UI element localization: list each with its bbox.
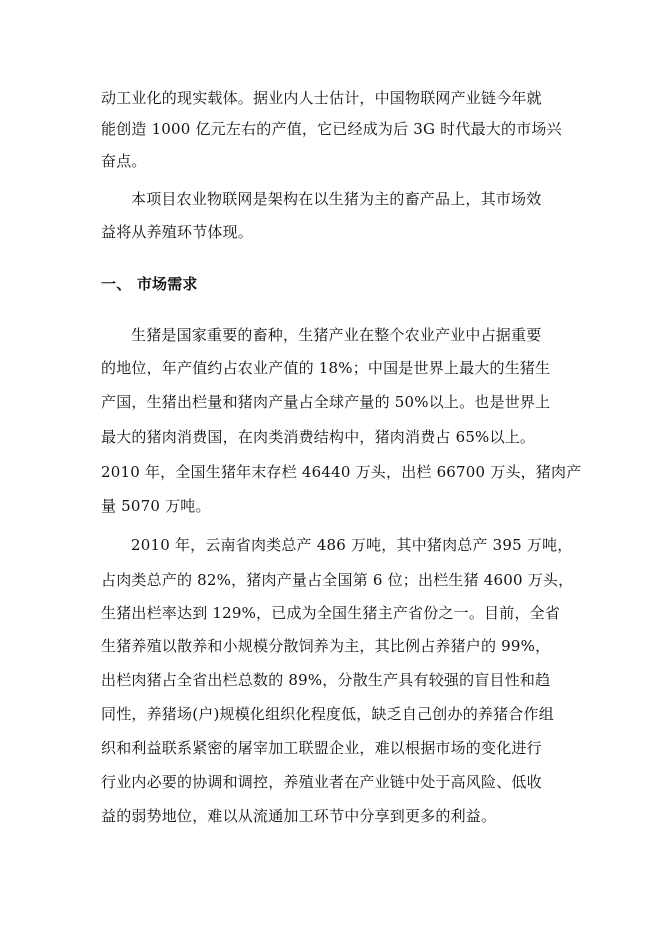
text-line: 量 5070 万吨。	[101, 497, 211, 515]
text-line: 的地位，年产值约占农业产值的 18%；中国是世界上最大的生猪生	[101, 359, 551, 377]
text-line: 产国，生猪出栏量和猪肉产量占全球产量的 50%以上。也是世界上	[101, 393, 551, 411]
text-line: 占肉类总产的 82%，猪肉产量占全国第 6 位；出栏生猪 4600 万头，	[101, 571, 574, 589]
text-line: 益的弱势地位，难以从流通加工环节中分享到更多的利益。	[101, 807, 497, 825]
text-line: 2010 年，全国生猪年末存栏 46440 万头，出栏 66700 万头，猪肉产	[101, 463, 582, 481]
text-line: 奋点。	[101, 152, 147, 170]
text-line: 最大的猪肉消费国，在肉类消费结构中，猪肉消费占 65%以上。	[101, 428, 536, 446]
text-line: 出栏肉猪占全省出栏总数的 89%，分散生产具有较强的盲目性和趋	[101, 671, 551, 689]
text-line: 生猪出栏率达到 129%，已成为全国生猪主产省份之一。目前，全省	[101, 604, 561, 622]
text-line: 行业内必要的协调和调控，养殖业者在产业链中处于高风险、低收	[101, 773, 542, 791]
text-line: 2010 年，云南省肉类总产 486 万吨，其中猪肉总产 395 万吨，	[131, 536, 573, 554]
section-heading: 一、 市场需求	[101, 275, 198, 293]
text-line: 本项目农业物联网是架构在以生猪为主的畜产品上，其市场效	[131, 190, 542, 208]
text-line: 生猪养殖以散养和小规模分散饲养为主，其比例占养猪户的 99%，	[101, 637, 551, 655]
text-line: 能创造 1000 亿元左右的产值，它已经成为后 3G 时代最大的市场兴	[101, 120, 562, 138]
text-line: 动工业化的现实载体。据业内人士估计，中国物联网产业链今年就	[101, 89, 542, 107]
text-line: 生猪是国家重要的畜种，生猪产业在整个农业产业中占据重要	[131, 326, 542, 344]
text-line: 同性，养猪场(户)规模化组织化程度低，缺乏自己创办的养猪合作组	[101, 705, 554, 723]
text-line: 织和利益联系紧密的屠宰加工联盟企业，难以根据市场的变化进行	[101, 739, 542, 757]
text-line: 益将从养殖环节体现。	[101, 223, 254, 241]
